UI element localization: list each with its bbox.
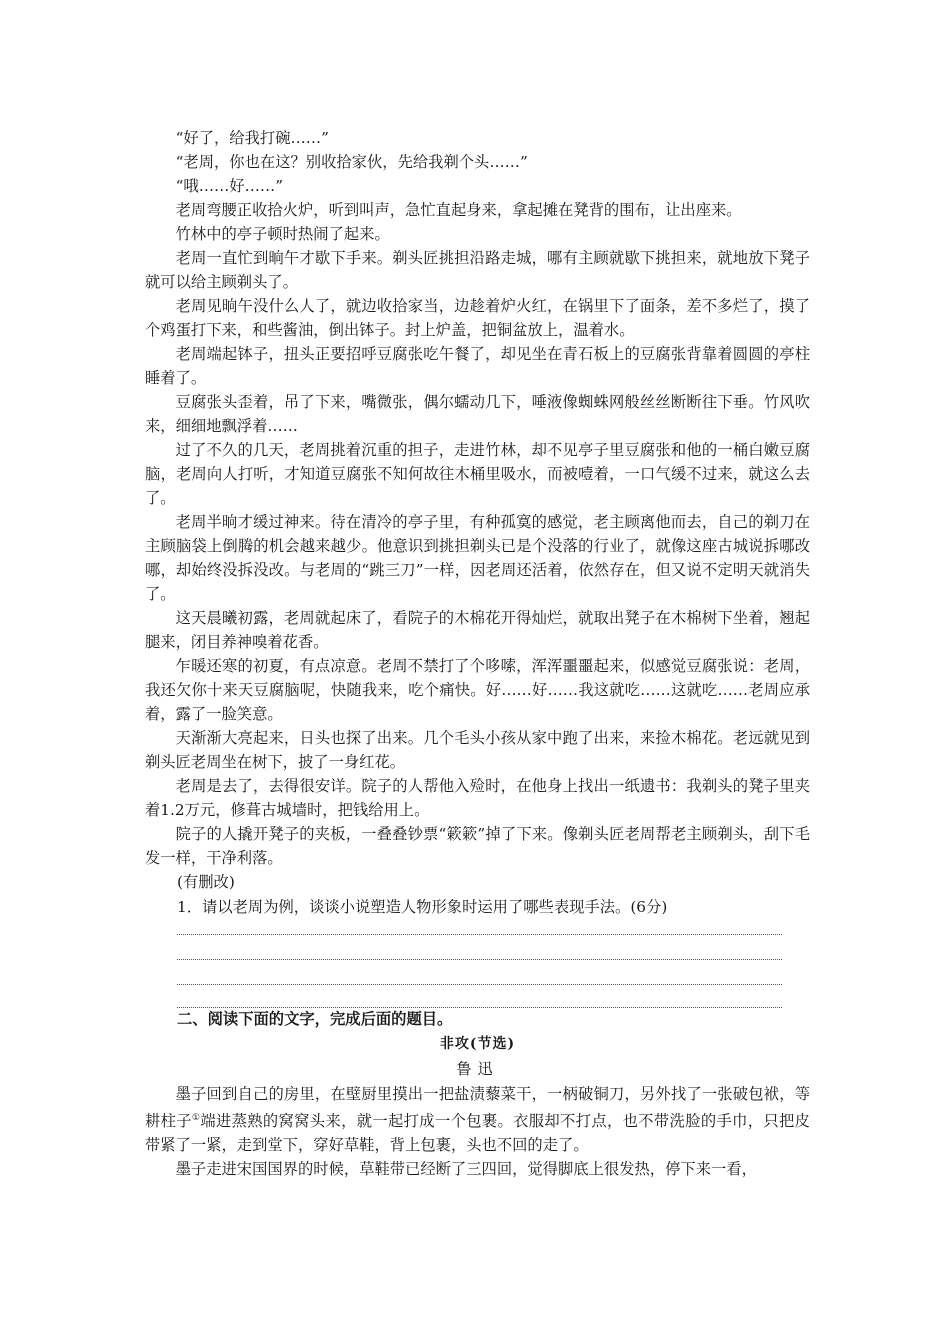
answer-line[interactable] (177, 959, 782, 960)
passage-paragraph (145, 1157, 810, 1181)
document-body (145, 126, 810, 1181)
story-paragraph: 这天晨曦初露，老周就起床了，看院子的木棉花开得灿烂，就取出凳子在木棉树下坐着，翘起腿来，闭目养神嗅着花香。 (145, 609, 810, 651)
passage-title: 非攻(节选) (439, 1036, 516, 1052)
passage-paragraphs (145, 1082, 810, 1181)
paragraph-text: 墨子走进宋国国界的时候，草鞋带已经断了三四回，觉得脚底上很发热，停下来一看， (175, 1160, 757, 1179)
passage-author: 鲁迅 (456, 1060, 499, 1078)
story-paragraph: 老周端起钵子，扭头正要招呼豆腐张吃午餐了，却见坐在青石板上的豆腐张背靠着圆圆的亭柱睡着了。 (145, 345, 810, 387)
answer-line[interactable] (177, 934, 782, 935)
story-paragraph: “老周，你也在这？别收拾家伙，先给我剃个头……” (175, 153, 528, 171)
story-paragraph: 老周弯腰正收拾火炉，听到叫声，急忙直起身来，拿起摊在凳背的围布，让出座来。 (175, 201, 742, 219)
story-paragraph: 过了不久的几天，老周挑着沉重的担子，走进竹林，却不见亭子里豆腐张和他的一桶白嫩豆腐脑，老周向人打听，才知道豆腐张不知何故往木桶里吸水，而被噎着，一口气缓不过来，就这么去了。 (145, 441, 810, 507)
story-paragraph: 老周是去了，去得很安详。院子的人帮他入殓时，在他身上找出一纸遗书：我剃头的凳子里夹着1.2万元，修葺古城墙时，把钱给用上。 (145, 777, 810, 819)
story-paragraph: “哦……好……” (175, 177, 284, 195)
story-paragraph: 天渐渐大亮起来，日头也探了出来。几个毛头小孩从家中跑了出来，来捡木棉花。老远就见到剃头匠老周坐在树下，披了一身红花。 (145, 729, 810, 771)
story-paragraphs (145, 126, 810, 870)
section-2-heading: 二、阅读下面的文字，完成后面的题目。 (177, 1010, 453, 1028)
answer-area[interactable] (177, 920, 782, 1004)
edit-note: (有删改) (177, 873, 235, 891)
answer-line[interactable] (177, 1007, 782, 1008)
story-paragraph: “好了，给我打碗……” (175, 129, 329, 147)
story-paragraph: 老周见晌午没什么人了，就边收拾家当，边趁着炉火红，在锅里下了面条，差不多烂了，摸了个鸡蛋打下来，和些酱油，倒出钵子。封上炉盖，把铜盆放上，温着水。 (145, 297, 810, 339)
question-1: 1．请以老周为例，谈谈小说塑造人物形象时运用了哪些表现手法。(6分) (177, 898, 668, 916)
paragraph-text: 墨子回到自己的房里，在壁厨里摸出一把盐渍藜菜干，一柄破铜刀，另外找了一张破包袱，等耕柱子 (145, 1085, 810, 1131)
story-paragraph: 乍暖还寒的初夏，有点凉意。老周不禁打了个哆嗦，浑浑噩噩起来，似感觉豆腐张说：老周，我还欠你十来天豆腐脑呢，快随我来，吃个痛快。好……好……我这就吃……这就吃……老周应承着，露了一脸笑意。 (145, 657, 810, 723)
story-paragraph: 老周半晌才缓过神来。待在清冷的亭子里，有种孤寞的感觉，老主顾离他而去，自己的剃刀在主顾脑袋上倒腾的机会越来越少。他意识到挑担剃头已是个没落的行业了，就像这座古城说拆哪改哪，却始终没拆没改。与老周的“跳三刀”一样，因老周还活着，依然存在，但又说不定明天就消失了。 (145, 513, 810, 603)
story-paragraph: 竹林中的亭子顿时热闹了起来。 (175, 225, 390, 243)
answer-line[interactable] (177, 984, 782, 985)
story-paragraph: 豆腐张头歪着，吊了下来，嘴微张，偶尔蠕动几下，唾液像蜘蛛网般丝丝断断往下垂。竹风吹来，细细地飘浮着…… (145, 393, 810, 435)
footnote-marker: ① (191, 1113, 201, 1123)
passage-paragraph (145, 1082, 810, 1157)
story-paragraph: 院子的人撬开凳子的夹板，一叠叠钞票“簌簌”掉了下来。像剃头匠老周帮老主顾剃头，刮下毛发一样，干净利落。 (145, 825, 810, 867)
story-paragraph: 老周一直忙到晌午才歇下手来。剃头匠挑担沿路走城，哪有主顾就歇下挑担来，就地放下凳子就可以给主顾剃头了。 (145, 249, 810, 291)
paragraph-text: 端进蒸熟的窝窝头来，就一起打成一个包裹。衣服却不打点，也不带洗脸的手巾，只把皮带紧了一紧，走到堂下，穿好草鞋，背上包裹，头也不回的走了。 (145, 1112, 810, 1155)
